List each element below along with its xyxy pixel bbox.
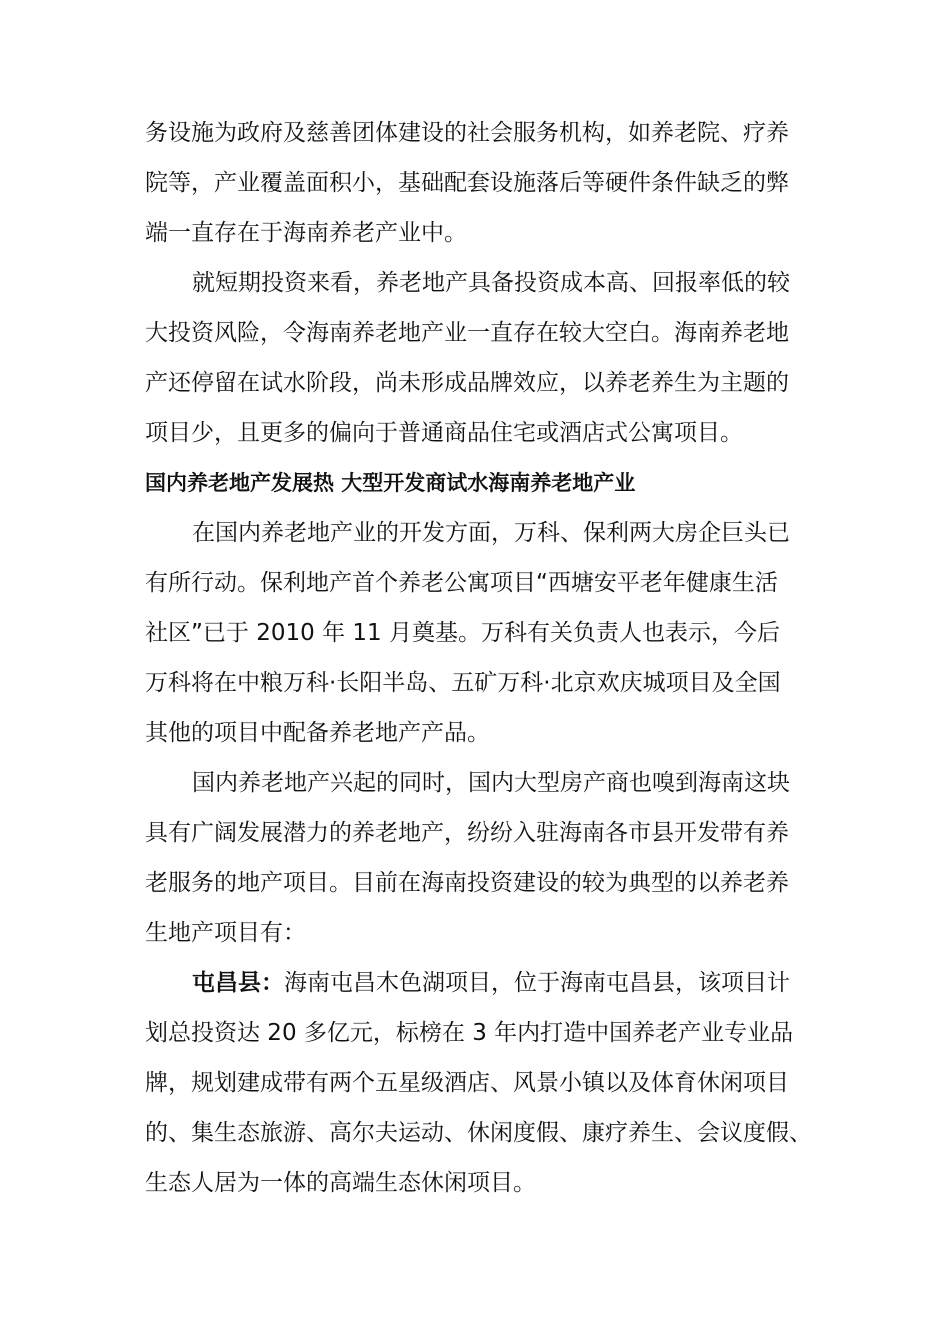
paragraph-line: 社区”已于 2010 年 11 月奠基。万科有关负责人也表示，今后 — [145, 620, 780, 646]
paragraph-line: 其他的项目中配备养老地产产品。 — [145, 720, 490, 746]
paragraph-line: 万科将在中粮万科·长阳半岛、五矿万科·北京欢庆城项目及全国 — [145, 670, 781, 696]
paragraph-line — [145, 958, 813, 1008]
paragraph-line: 就短期投资来看，养老地产具备投资成本高、回报率低的较 — [192, 270, 790, 296]
paragraph-line: 在国内养老地产业的开发方面，万科、保利两大房企巨头已 — [192, 520, 790, 546]
section-heading: 国内养老地产发展热 大型开发商试水海南养老地产业 — [145, 471, 636, 495]
document-page — [145, 108, 813, 1208]
paragraph-line: 国内养老地产兴起的同时，国内大型房产商也嗅到海南这块 — [192, 770, 790, 796]
paragraph-line: 生态人居为一体的高端生态休闲项目。 — [145, 1170, 536, 1196]
paragraph-line: 项目少，且更多的偏向于普通商品住宅或酒店式公寓项目。 — [145, 420, 743, 446]
paragraph-line: 产还停留在试水阶段，尚未形成品牌效应，以养老养生为主题的 — [145, 370, 789, 396]
paragraph-line: 务设施为政府及慈善团体建设的社会服务机构，如养老院、疗养 — [145, 120, 789, 146]
paragraph-line: 老服务的地产项目。目前在海南投资建设的较为典型的以养老养 — [145, 870, 789, 896]
paragraph-line: 端一直存在于海南养老产业中。 — [145, 220, 467, 246]
paragraph-line: 有所行动。保利地产首个养老公寓项目“西塘安平老年健康生活 — [145, 570, 778, 596]
paragraph-line: 牌，规划建成带有两个五星级酒店、风景小镇以及体育休闲项目 — [145, 1070, 789, 1096]
paragraph-line-text: 海南屯昌木色湖项目，位于海南屯昌县，该项目计 — [284, 970, 790, 996]
county-label: 屯昌县： — [192, 970, 284, 996]
paragraph-line: 的、集生态旅游、高尔夫运动、休闲度假、康疗养生、会议度假、 — [145, 1120, 812, 1146]
paragraph-line: 大投资风险，令海南养老地产业一直存在较大空白。海南养老地 — [145, 320, 789, 346]
paragraph-line: 具有广阔发展潜力的养老地产，纷纷入驻海南各市县开发带有养 — [145, 820, 789, 846]
paragraph-line: 院等，产业覆盖面积小，基础配套设施落后等硬件条件缺乏的弊 — [145, 170, 789, 196]
paragraph-line: 生地产项目有： — [145, 920, 306, 946]
paragraph-line: 划总投资达 20 多亿元，标榜在 3 年内打造中国养老产业专业品 — [145, 1020, 794, 1046]
